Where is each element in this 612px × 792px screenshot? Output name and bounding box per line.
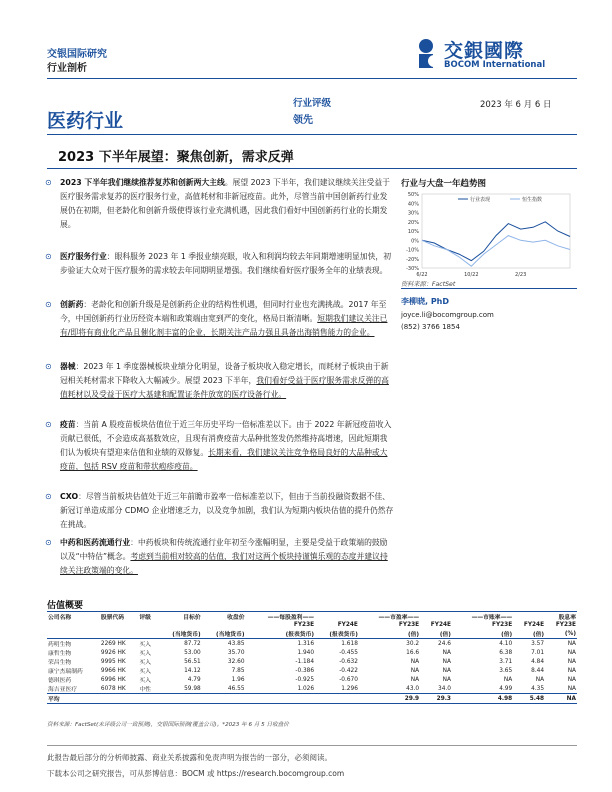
table-cell: NA (442, 658, 451, 665)
table-cell: 中性 (139, 687, 151, 694)
table-cell: 7.01 (531, 649, 545, 656)
p6-bold: CXO (60, 492, 79, 501)
p3-underline: 短期我们建议关注已有/即将有商业化产品且催化剂丰富的企业，长期关注产品力强且具备出海销售能力的企业。 (60, 314, 388, 337)
table-cell (158, 621, 202, 629)
disclaimer-2[interactable]: 下载本公司之研究报告，可从彭博信息：BOCM 或 https://research.bocomgroup.com (47, 769, 345, 778)
rating-value: 领先 (293, 115, 313, 126)
table-cell: -0.422 (339, 667, 358, 674)
bullet-icon: ⊙ (45, 538, 52, 547)
table-cell: 24.6 (438, 640, 451, 647)
table-cell: NA (567, 640, 576, 647)
table-row (47, 666, 577, 675)
y-tick-label: 30% (407, 210, 419, 217)
table-cell: 德琪医药 (48, 678, 72, 685)
table-cell: 53.00 (184, 649, 201, 656)
table-cell: 43.0 (406, 685, 420, 692)
y-tick-label: 40% (407, 201, 419, 208)
table-cell: 公司名称 (47, 612, 100, 622)
table-cell: 87.72 (184, 640, 201, 647)
table-cell: (当地货币) (158, 629, 202, 639)
table-cell: NA (535, 676, 545, 683)
table-cell: FY23E (555, 622, 576, 629)
table-cell (202, 694, 246, 704)
table-cell (100, 629, 138, 639)
footer-rule (47, 745, 577, 746)
table-cell: 4.35 (531, 685, 545, 692)
x-tick-label: 2/23 (515, 272, 527, 278)
table-cell: 1.940 (297, 649, 315, 656)
bullet-icon: ⊙ (45, 252, 52, 261)
table-cell: FY24E (430, 622, 451, 629)
paragraph-4 (45, 360, 394, 402)
table-cell: 6996 HK (100, 676, 126, 683)
p3-text: ：老龄化和创新升级是是创新药企业的结构性机遇，但同时行业也充满挑战。2017 年至今，中国创新药行业历经资本端和政策端由宽到严的变化，格局日渐清晰。 (60, 300, 387, 323)
bullet-icon: ⊙ (45, 492, 52, 501)
p5-underline: 长期来看，我们建议关注竞争格局良好的大品种或大疫苗，包括 RSV 疫苗和带状疱疹疫苗。 (60, 448, 388, 471)
table-cell: 6.38 (499, 649, 513, 656)
y-tick-label: -20% (406, 256, 419, 263)
table-cell: 评级 (138, 612, 158, 622)
table-cell: FY23E (293, 622, 315, 629)
table-cell: (倍) (513, 629, 545, 639)
trend-chart (398, 188, 578, 288)
table-cell: (%) (545, 629, 577, 639)
table-cell (513, 612, 545, 622)
table-cell: NA (567, 676, 576, 683)
table-cell: -1.184 (295, 658, 315, 665)
table-row (47, 684, 577, 694)
table-cell (47, 629, 100, 639)
table-cell: (倍) (452, 629, 513, 639)
rating-label: 行业评级 (293, 98, 332, 109)
p1-bold: 2023 下半年我们继续推荐复苏和创新两大主线 (60, 178, 225, 187)
headline: 2023 下半年展望：聚焦创新，需求反弹 (58, 150, 294, 165)
report-type: 行业剖析 (47, 63, 87, 74)
x-tick-label: 6/22 (416, 272, 428, 278)
bocom-logo-icon (414, 36, 442, 70)
y-tick-label: 20% (407, 219, 419, 226)
table-cell (315, 694, 359, 704)
table-cell: 买入 (139, 651, 151, 658)
table-cell: 14.12 (184, 667, 201, 674)
table-cell: 1.296 (341, 685, 358, 692)
industry-title: 医药行业 (47, 110, 124, 132)
table-cell: NA (442, 676, 451, 683)
table-cell: 6078 HK (100, 685, 126, 692)
p2-bold: 医疗服务行业 (60, 252, 107, 261)
table-cell: NA (567, 667, 576, 674)
report-date: 2023 年 6 月 6 日 (480, 100, 552, 110)
table-cell: NA (410, 667, 420, 674)
table-cell: 1.026 (297, 685, 315, 692)
table-cell: NA (410, 658, 420, 665)
table-cell (47, 621, 100, 629)
paragraph-7 (45, 536, 394, 578)
table-cell: NA (567, 685, 576, 692)
plot-frame (422, 194, 570, 268)
table-cell: -0.632 (339, 658, 358, 665)
table-cell: 16.6 (406, 649, 420, 656)
p7-text: ：中药板块和传统流通行业年初至今涨幅明显，主要是受益于政策端的鼓励以及“中特估”概念。 (60, 538, 388, 561)
paragraph-3 (45, 298, 394, 340)
table-cell: -0.386 (295, 667, 315, 674)
table-cell: 康哲生物 (48, 651, 72, 658)
table-cell: 买入 (139, 678, 151, 685)
org-name: 交银国际研究 (47, 49, 107, 60)
y-tick-label: 10% (407, 229, 419, 235)
table-cell: 9995 HK (100, 658, 126, 665)
table-cell: 29.3 (420, 694, 452, 704)
table-cell (138, 621, 158, 629)
table-cell: 9966 HK (100, 667, 126, 674)
table-cell (315, 612, 359, 622)
table-cell: -0.925 (295, 676, 315, 683)
p4-bold: 器械 (60, 362, 76, 371)
table-avg-row (47, 694, 577, 704)
table-cell: 海吉亚医疗 (48, 687, 77, 694)
table-cell: (倍) (420, 629, 452, 639)
table-cell: 8.44 (531, 667, 545, 674)
table-cell (246, 694, 316, 704)
table-cell: 30.2 (406, 640, 420, 647)
bullet-icon: ⊙ (45, 420, 52, 429)
table-cell: ——市账率—— (452, 612, 513, 622)
table-row (47, 648, 577, 657)
table-cell: 股息率 (545, 612, 577, 622)
table-cell: ——每股盈利—— (246, 612, 316, 622)
table-cell: FY24E (337, 622, 358, 629)
table-cell: 1.96 (231, 676, 245, 683)
table-cell (138, 694, 158, 704)
disclaimer-1: 此报告最后部分的分析师披露、商业关系披露和免责声明为报告的一部分，必须阅读。 (47, 753, 332, 762)
table-cell: 29.9 (359, 694, 420, 704)
table-cell: (当地货币) (202, 629, 246, 639)
table-cell (138, 629, 158, 639)
title-rule-top (47, 134, 577, 135)
table-cell: 收盘价 (202, 612, 246, 622)
series-line-2 (422, 236, 570, 267)
table-cell: 康宁杰瑞制药 (48, 669, 83, 676)
chart-source: 资料来源：FactSet (401, 281, 456, 288)
table-cell: 药明生物 (48, 642, 72, 649)
bullet-icon: ⊙ (45, 178, 52, 187)
paragraph-5 (45, 418, 394, 474)
table-header-row (47, 621, 577, 629)
table-cell: 4.84 (531, 658, 545, 665)
table-cell: NA (442, 649, 451, 656)
table-row (47, 657, 577, 666)
analyst-info (401, 309, 494, 333)
analyst-email[interactable]: joyce.li@bocomgroup.com (401, 311, 494, 319)
table-cell (420, 612, 452, 622)
analyst-name: 李柳晓, PhD (401, 297, 450, 306)
table-cell: NA (567, 658, 576, 665)
table-cell: 34.0 (438, 685, 451, 692)
table-cell: FY23E (398, 622, 420, 629)
table-cell: NA (567, 649, 576, 656)
table-cell: 买入 (139, 669, 151, 676)
p4-text: ：2023 年 1 季度器械板块业绩分化明显，设备子板块收入稳定增长，而耗材子板块由于新冠相关耗材需求下降收入大幅减少。展望 2023 下半年， (60, 362, 389, 385)
table-cell: 1.316 (297, 640, 315, 647)
table-cell: 4.79 (187, 676, 201, 683)
table-cell: 59.98 (184, 685, 201, 692)
table-cell: -0.455 (339, 649, 358, 656)
table-cell: 43.85 (227, 640, 245, 647)
table-cell: 股票代码 (100, 612, 138, 622)
table-cell: 7.85 (231, 667, 245, 674)
table-cell: 9926 HK (100, 649, 126, 656)
table-cell: 35.70 (227, 649, 245, 656)
table-cell: 56.51 (184, 658, 201, 665)
table-cell: 3.71 (499, 658, 513, 665)
analyst-phone: (852) 3766 1854 (401, 323, 460, 331)
table-row (47, 639, 577, 649)
table-header-row (47, 629, 577, 639)
table-cell: (报表货币) (315, 629, 359, 639)
table-cell: 4.98 (452, 694, 513, 704)
table-cell (158, 694, 202, 704)
table-cell (100, 694, 138, 704)
p2-text: ：眼科服务 2023 年 1 季报业绩亮眼，收入和利润均较去年同期增速明显加快，初步验证大众对于医疗服务的需求较去年同期明显增强。我们继续看好医疗服务全年的业绩表现。 (60, 252, 391, 275)
table-cell: 1.618 (341, 640, 358, 647)
table-cell: 4.10 (499, 640, 513, 647)
paragraph-6 (45, 490, 394, 532)
legend-industry: 行业表现 (470, 197, 491, 203)
y-tick-label: -30% (406, 266, 419, 272)
table-cell: NA (410, 676, 420, 683)
table-cell (202, 621, 246, 629)
table-cell: ——市盈率—— (359, 612, 420, 622)
bullet-icon: ⊙ (45, 362, 52, 371)
p5-bold: 疫苗 (60, 420, 76, 429)
sidebar-rule (401, 288, 577, 289)
chart-title: 行业与大盘一年趋势图 (401, 179, 487, 189)
table-cell: (倍) (359, 629, 420, 639)
table-row (47, 675, 577, 684)
table-cell: 买入 (139, 660, 151, 667)
valuation-title: 估值概要 (47, 601, 84, 611)
p6-text: ：尽管当前板块估值处于近三年前瞻市盈率一倍标准差以下，但由于当前投融资数据不佳、新冠订单造成部分 CDMO 企业增速乏力，以及竞争加剧，我们认为短期内板块估值的提升仍然存在挑战。 (60, 492, 394, 529)
p4-underline: 我们看好受益于医疗服务需求反弹的高值耗材以及受益于医疗大基建和配置证条件放宽的医疗设备行业。 (60, 376, 389, 399)
p1-text: 。展望 2023 下半年，我们建议继续关注受益于医疗服务需求复苏的医疗服务行业，高值耗材和非新冠疫苗。此外，尽管当前中国创新药行业发展仍在初期，但老龄化和创新升级使得该行业充满机遇，因此我们看好中国创新药行业的长期发展。 (60, 178, 390, 229)
paragraph-2 (45, 250, 394, 278)
table-cell: FY23E (491, 622, 513, 629)
y-tick-label: 0% (411, 238, 419, 245)
table-cell: 3.57 (531, 640, 545, 647)
p7-underline: 考虑到当前相对较高的估值，我们对这两个板块持谨慎乐观的态度并建议持续关注政策端的变化。 (60, 552, 388, 575)
p5-text: ：当前 A 股疫苗板块估值位于近三年历史平均一倍标准差以下。由于 2022 年新冠疫苗收入贡献已很低，不会造成高基数效应，且现有消费疫苗大品种批签发仍然维持高增速，因此短期我们认为板块有望迎来估值和业绩的双修复。 (60, 420, 392, 457)
y-tick-label: 50% (407, 192, 419, 198)
table-cell (100, 621, 138, 629)
table-cell: 平均 (47, 694, 100, 704)
p7-bold: 中药和医药流通行业 (60, 538, 131, 547)
logo-en: BOCOM International (444, 60, 546, 70)
table-cell: 32.60 (227, 658, 245, 665)
table-cell: NA (545, 694, 577, 704)
table-cell: (报表货币) (246, 629, 316, 639)
table-cell: 2269 HK (100, 640, 126, 647)
legend-index: 恒生指数 (522, 197, 543, 203)
table-cell: 3.65 (499, 667, 513, 674)
header-rule (47, 78, 577, 79)
table-header-row (47, 612, 577, 622)
table-cell: NA (442, 667, 451, 674)
valuation-source: 资料来源：FactSet(未评级公司一致预测)，交银国际预测(覆盖公司)。*2023 年 6 月 5 日收盘价 (47, 722, 289, 728)
table-cell: 目标价 (158, 612, 202, 622)
y-tick-label: -10% (406, 247, 419, 254)
table-cell: 荣昌生物 (48, 660, 72, 667)
table-cell: 5.48 (513, 694, 545, 704)
valuation-table (47, 611, 577, 704)
paragraph-1 (45, 176, 394, 232)
table-cell: FY24E (523, 622, 545, 629)
table-cell: 46.55 (227, 685, 245, 692)
title-rule-bottom (47, 168, 577, 169)
table-cell: 4.99 (499, 685, 513, 692)
x-tick-label: 10/22 (464, 272, 479, 278)
table-cell: NA (503, 676, 513, 683)
p3-bold: 创新药 (60, 300, 84, 309)
table-cell: -0.670 (339, 676, 358, 683)
bullet-icon: ⊙ (45, 300, 52, 309)
table-cell: 买入 (139, 642, 151, 649)
logo-cn: 交銀國際 (444, 40, 525, 62)
